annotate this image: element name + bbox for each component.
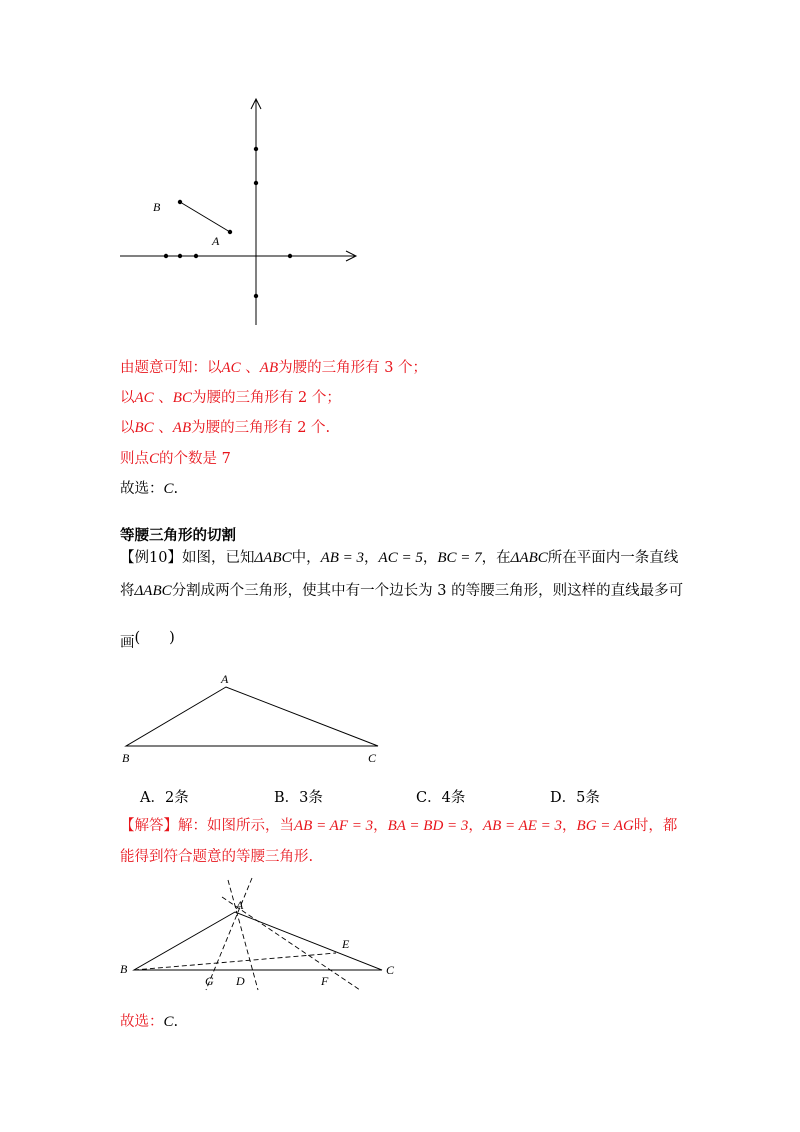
label-b: B	[122, 751, 130, 765]
triangle-abc	[126, 687, 378, 746]
label-a: A	[212, 234, 220, 248]
label-f: F	[321, 974, 329, 988]
label-b: B	[153, 200, 161, 214]
point-c5	[178, 254, 182, 258]
segment-ab	[180, 202, 230, 232]
option-d[interactable]: D．5条	[550, 790, 600, 806]
section-title: 等腰三角形的切割	[120, 527, 236, 544]
label-a: A	[221, 672, 229, 686]
option-c[interactable]: C．4条	[416, 790, 466, 806]
label-b: B	[120, 962, 128, 976]
figure-triangle-abc	[115, 668, 390, 768]
label-g: G	[205, 974, 214, 988]
point-c3	[254, 294, 258, 298]
point-a	[228, 230, 232, 234]
candidate-points	[164, 147, 292, 298]
solution1-line1: 由题意可知：以AC 、AB为腰的三角形有 3 个；	[120, 360, 428, 376]
cut-line-be	[134, 953, 336, 970]
point-c2	[254, 181, 258, 185]
point-c4	[164, 254, 168, 258]
label-a: A	[236, 898, 244, 912]
solution2-line1: 【解答】解：如图所示，当AB = AF = 3，BA = BD = 3，AB = AE = 3，BG = AG时，都	[120, 818, 678, 834]
solution1-answer: 故选：C.	[120, 481, 179, 497]
solution1-line2: 以AC 、BC为腰的三角形有 2 个；	[120, 390, 341, 406]
figure-cut-lines	[115, 870, 405, 995]
example10-line1: 【例10】如图，已知ΔABC中，AB = 3，AC = 5，BC = 7，在ΔABC所在平面内一条直线	[120, 550, 679, 566]
figure-coordinate-plane	[115, 95, 365, 330]
label-e: E	[342, 937, 350, 951]
label-c: C	[386, 963, 395, 977]
point-c7	[288, 254, 292, 258]
solution1-line3: 以BC 、AB为腰的三角形有 2 个.	[120, 420, 331, 436]
label-d: D	[236, 974, 245, 988]
example10-line2: 将ΔABC分割成两个三角形，使其中有一个边长为 3 的等腰三角形，则这样的直线最多可	[120, 583, 684, 599]
point-c1	[254, 147, 258, 151]
option-a[interactable]: A．2条	[140, 790, 189, 806]
solution2-line2: 能得到符合题意的等腰三角形.	[120, 849, 314, 865]
point-c6	[194, 254, 198, 258]
solution1-line4: 则点C的个数是 7	[120, 451, 231, 467]
solution2-answer: 故选：C.	[120, 1014, 179, 1030]
label-c: C	[368, 751, 377, 765]
point-b	[178, 200, 182, 204]
option-b[interactable]: B．3条	[274, 790, 323, 806]
example10-line3: 画( )	[120, 630, 175, 651]
